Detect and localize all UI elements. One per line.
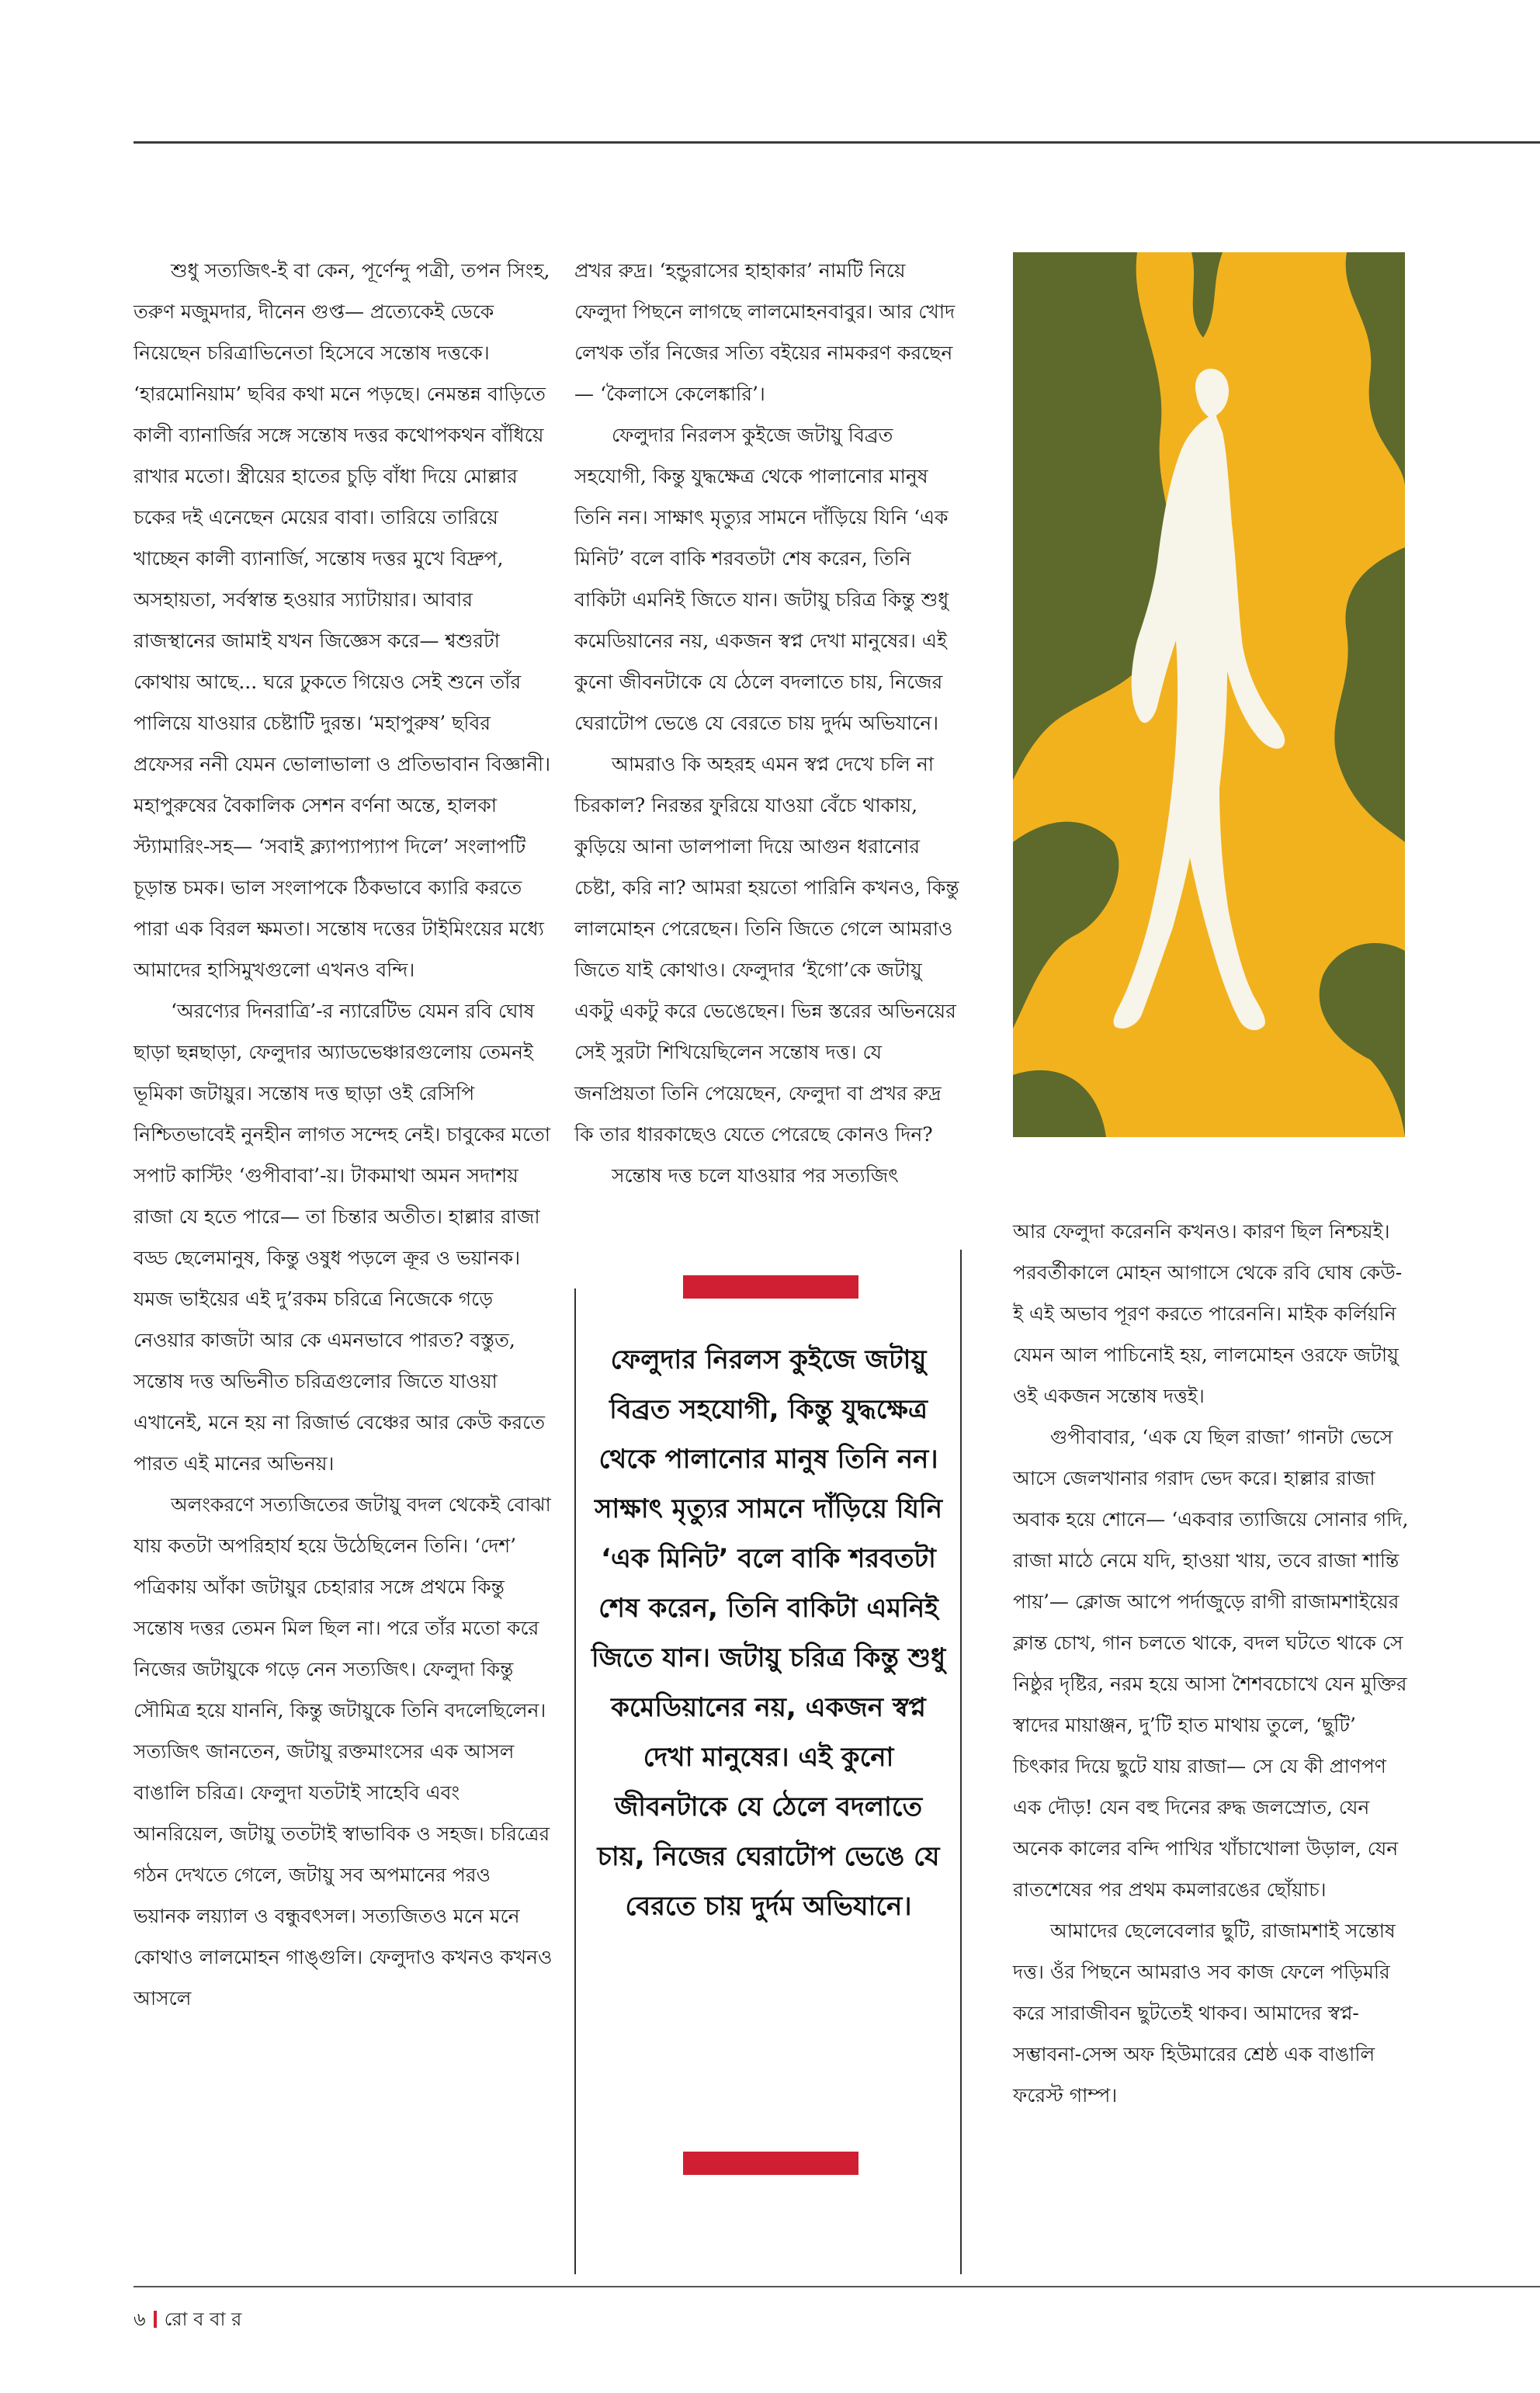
- column-divider-left: [574, 1288, 576, 2274]
- article-paragraph: আর ফেলুদা করেননি কখনও। কারণ ছিল নিশ্চয়ই। পরবর্তীকালে মোহন আগাসে থেকে রবি ঘোষ কেউ-ই এই অভাব পূরণ করতে পারেননি। মাইক কর্লিয়নি যেমন আল পাচিনোই হয়, লালমোহন ওরফে জটায়ু ওই একজন সন্তোষ দত্তই।: [1013, 1220, 1403, 1407]
- pull-quote: ফেলুদার নিরলস কুইজে জটায়ু বিব্রত সহযোগী, কিন্তু যুদ্ধক্ষেত্র থেকে পালানোর মানুষ তিনি নন। সাক্ষাৎ মৃত্যুর সামনে দাঁড়িয়ে যিনি ‘এক মিনিট’ বলে বাকি শরবতটা শেষ করেন, তিনি বাকিটা এমনিই জিতে যান। জটায়ু চরিত্র কিন্তু শুধু কমেডিয়ানের নয়, একজন স্বপ্ন দেখা মানুষের। এই কুনো জীবনটাকে যে ঠেলে বদলাতে চায়, নিজের ঘেরাটোপ ভেঙে যে বেরতে চায় দুর্দম অভিযানে।: [591, 1344, 946, 1922]
- article-paragraph: আমাদের ছেলেবেলার ছুটি, রাজামশাই সন্তোষ দত্ত। ওঁর পিছনে আমরাও সব কাজ ফেলে পড়িমরি করে সারাজীবন ছুটতেই থাকব। আমাদের স্বপ্ন-সম্ভাবনা-সেন্স অফ হিউমারের শ্রেষ্ঠ এক বাঙালি ফরেস্ট গাম্প।: [1013, 1920, 1396, 2107]
- article-column-1: [134, 250, 553, 2019]
- article-paragraph: সন্তোষ দত্ত চলে যাওয়ার পর সত্যজিৎ: [612, 1164, 899, 1187]
- article-paragraph: ‘অরণ্যের দিনরাত্রি’-র ন্যারেটিভ যেমন রবি ঘোষ ছাড়া ছন্নছাড়া, ফেলুদার অ্যাডভেঞ্চারগুলোয় তেমনই ভূমিকা জটায়ুর। সন্তোষ দত্ত ছাড়া ওই রেসিপি নিশ্চিতভাবেই নুনহীন লাগত সন্দেহ নেই। চাবুকের মতো সপাট কাস্টিং ‘গুপীবাবা’-য়। টাকমাথা অমন সদাশয় রাজা যে হতে পারে— তা চিন্তার অতীত। হাল্লার রাজা বড্ড ছেলেমানুষ, কিন্তু ওষুধ পড়লে ক্রূর ও ভয়ানক। যমজ ভাইয়ের এই দু’রকম চরিত্রে নিজেকে গড়ে নেওয়ার কাজটা আর কে এমনভাবে পারত? বস্তুত, সন্তোষ দত্ত অভিনীত চরিত্রগুলোর জিতে যাওয়া এখানেই, মনে হয় না রিজার্ভ বেঞ্চের আর কেউ করতে পারত এই মানের অভিনয়।: [134, 1000, 551, 1475]
- article-column-3: [1013, 1211, 1409, 2116]
- article-paragraph: আমরাও কি অহরহ এমন স্বপ্ন দেখে চলি না চিরকাল? নিরন্তর ফুরিয়ে যাওয়া বেঁচে থাকায়, কুড়িয়ে আনা ডালপালা দিয়ে আগুন ধরানোর চেষ্টা, করি না? আমরা হয়তো পারিনি কখনও, কিন্তু লালমোহন পেরেছেন। তিনি জিতে গেলে আমরাও জিতে যাই কোথাও। ফেলুদার ‘ইগো’কে জটায়ু একটু একটু করে ভেঙেছেন। ভিন্ন স্তরের অভিনয়ের সেই সুরটা শিখিয়েছিলেন সন্তোষ দত্ত। যে জনপ্রিয়তা তিনি পেয়েছেন, ফেলুদা বা প্রখর রুদ্র কি তার ধারকাছেও যেতে পেরেছে কোনও দিন?: [574, 753, 959, 1146]
- article-paragraph: প্রখর রুদ্র। ‘হন্ডুরাসের হাহাকার’ নামটি নিয়ে ফেলুদা পিছনে লাগছে লালমোহনবাবুর। আর খোদ লেখক তাঁর নিজের সত্যি বইয়ের নামকরণ করছেন— ‘কৈলাসে কেলেঙ্কারি’।: [574, 259, 956, 405]
- article-paragraph: শুধু সত্যজিৎ-ই বা কেন, পূর্ণেন্দু পত্রী, তপন সিংহ, তরুণ মজুমদার, দীনেন গুপ্ত— প্রত্যেকেই ডেকে নিয়েছেন চরিত্রাভিনেতা হিসেবে সন্তোষ দত্তকে। ‘হারমোনিয়াম’ ছবির কথা মনে পড়ছে। নেমন্তন্ন বাড়িতে কালী ব্যানার্জির সঙ্গে সন্তোষ দত্তর কথোপকথন বাঁধিয়ে রাখার মতো। স্ত্রীয়ের হাতের চুড়ি বাঁধা দিয়ে মোল্লার চকের দই এনেছেন মেয়ের বাবা। তারিয়ে তারিয়ে খাচ্ছেন কালী ব্যানার্জি, সন্তোষ দত্তর মুখে বিদ্রুপ, অসহায়তা, সর্বস্বান্ত হওয়ার স্যাটায়ার। আবার রাজস্থানের জামাই যখন জিজ্ঞেস করে— শ্বশুরটা কোথায় আছে... ঘরে ঢুকতে গিয়েও সেই শুনে তাঁর পালিয়ে যাওয়ার চেষ্টাটি দুরন্ত। ‘মহাপুরুষ’ ছবির প্রফেসর ননী যেমন ভোলাভালা ও প্রতিভাবান বিজ্ঞানী। মহাপুরুষের বৈকালিক সেশন বর্ণনা অন্তে, হালকা স্ট্যামারিং-সহ— ‘সবাই ক্ল্যাপ্যাপ্যাপ দিলে’ সংলাপটি চূড়ান্ত চমক। ভাল সংলাপকে ঠিকভাবে ক্যারি করতে পারা এক বিরল ক্ষমতা। সন্তোষ দত্তের টাইমিংয়ের মধ্যে আমাদের হাসিমুখগুলো এখনও বন্দি।: [134, 259, 551, 981]
- page-number: ৬: [134, 2308, 146, 2330]
- pull-quote-top-bar: [683, 1275, 858, 1299]
- bottom-rule: [134, 2286, 1540, 2287]
- article-paragraph: গুপীবাবার, ‘এক যে ছিল রাজা’ গানটা ভেসে আসে জেলখানার গরাদ ভেদ করে। হাল্লার রাজা অবাক হয়ে শোনে— ‘একবার ত্যাজিয়ে সোনার গদি, রাজা মাঠে নেমে যদি, হাওয়া খায়, তবে রাজা শান্তি পায়’— ক্লোজ আপে পর্দাজুড়ে রাগী রাজামশাইয়ের ক্লান্ত চোখ, গান চলতে থাকে, বদল ঘটতে থাকে সে নিষ্ঠুর দৃষ্টির, নরম হয়ে আসা শৈশবচোখে যেন মুক্তির স্বাদের মায়াঞ্জন, দু’টি হাত মাথায় তুলে, ‘ছুটি’ চিৎকার দিয়ে ছুটে যায় রাজা— সে যে কী প্রাণপণ এক দৌড়! যেন বহু দিনের রুদ্ধ জলস্রোত, যেন অনেক কালের বন্দি পাখির খাঁচাখোলা উড়াল, যেন রাতশেষের পর প্রথম কমলারঙের ছোঁয়াচ।: [1013, 1426, 1409, 1901]
- pull-quote-bottom-bar: [683, 2152, 858, 2175]
- page-footer: [134, 2305, 241, 2336]
- top-rule: [134, 141, 1540, 144]
- magazine-name: রো ব বা র: [164, 2308, 242, 2330]
- article-paragraph: অলংকরণে সত্যজিতের জটায়ু বদল থেকেই বোঝা যায় কতটা অপরিহার্য হয়ে উঠেছিলেন তিনি। ‘দেশ’ পত্রিকায় আঁকা জটায়ুর চেহারার সঙ্গে প্রথমে কিন্তু সন্তোষ দত্তর তেমন মিল ছিল না। পরে তাঁর মতো করে নিজের জটায়ুকে গড়ে নেন সত্যজিৎ। ফেলুদা কিন্তু সৌমিত্র হয়ে যাননি, কিন্তু জটায়ুকে তিনি বদলেছিলেন। সত্যজিৎ জানতেন, জটায়ু রক্তমাংসের এক আসল বাঙালি চরিত্র। ফেলুদা যতটাই সাহেবি এবং আনরিয়েল, জটায়ু ততটাই স্বাভাবিক ও সহজ। চরিত্রের গঠন দেখতে গেলে, জটায়ু সব অপমানের পরও ভয়ানক লয়্যাল ও বন্ধুবৎসল। সত্যজিতও মনে মনে কোথাও লালমোহন গাঙ্গুলি। ফেলুদাও কখনও কখনও আসলে: [134, 1493, 553, 2010]
- article-paragraph: ফেলুদার নিরলস কুইজে জটায়ু বিব্রত সহযোগী, কিন্তু যুদ্ধক্ষেত্র থেকে পালানোর মানুষ তিনি নন। সাক্ষাৎ মৃত্যুর সামনে দাঁড়িয়ে যিনি ‘এক মিনিট’ বলে বাকি শরবতটা শেষ করেন, তিনি বাকিটা এমনিই জিতে যান। জটায়ু চরিত্র কিন্তু শুধু কমেডিয়ানের নয়, একজন স্বপ্ন দেখা মানুষের। এই কুনো জীবনটাকে যে ঠেলে বদলাতে চায়, নিজের ঘেরাটোপ ভেঙে যে বেরতে চায় দুর্দম অভিযানে।: [574, 424, 949, 734]
- footer-divider: [154, 2311, 157, 2328]
- illustration-walking-man: [1013, 252, 1405, 1137]
- article-column-2: [574, 250, 962, 1196]
- column-divider-right: [960, 1250, 962, 2274]
